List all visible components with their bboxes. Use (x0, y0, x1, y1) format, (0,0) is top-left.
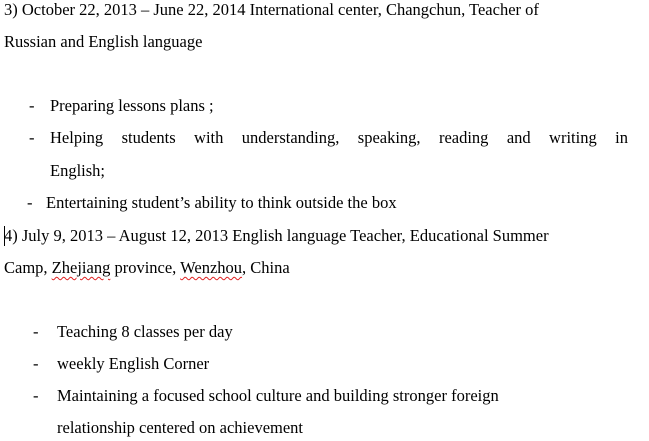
list-item: weekly English Corner (57, 354, 210, 373)
bullet-dash: - (29, 96, 35, 115)
heading-text: , China (242, 258, 290, 277)
entry-4-heading-line-2 (4, 258, 290, 278)
spellcheck-word[interactable]: Zhejiang (51, 258, 111, 277)
heading-text: Camp, (4, 258, 52, 277)
list-item: Teaching 8 classes per day (57, 322, 233, 341)
bullet-dash: - (33, 386, 39, 405)
list-item-continuation: English; (50, 161, 106, 180)
list-item-justified (50, 128, 628, 148)
word: Helping (50, 128, 104, 147)
word: understanding, (241, 128, 340, 147)
word: students (121, 128, 176, 147)
bullet-dash: - (27, 193, 33, 212)
word: speaking, (357, 128, 421, 147)
heading-text: province, (110, 258, 181, 277)
entry-4-heading-line-1: 4) July 9, 2013 – August 12, 2013 English language Teacher, Educational Summer (4, 226, 549, 245)
entry-3-heading-line-2: Russian and English language (4, 32, 203, 51)
list-item: Preparing lessons plans ; (50, 96, 214, 115)
entry-3-heading-line-1: 3) October 22, 2013 – June 22, 2014 International center, Changchun, Teacher of (4, 0, 539, 19)
word: reading (438, 128, 489, 147)
bullet-dash: - (33, 354, 39, 373)
word: in (615, 128, 628, 147)
list-item: Maintaining a focused school culture and building stronger foreign (57, 386, 499, 405)
list-item: Entertaining student’s ability to think outside the box (46, 193, 397, 212)
word: and (506, 128, 531, 147)
list-item-continuation: relationship centered on achievement (57, 418, 304, 437)
bullet-dash: - (29, 128, 35, 147)
word: with (194, 128, 224, 147)
word: writing (549, 128, 597, 147)
spellcheck-word[interactable]: Wenzhou (180, 258, 243, 277)
bullet-dash: - (33, 322, 39, 341)
